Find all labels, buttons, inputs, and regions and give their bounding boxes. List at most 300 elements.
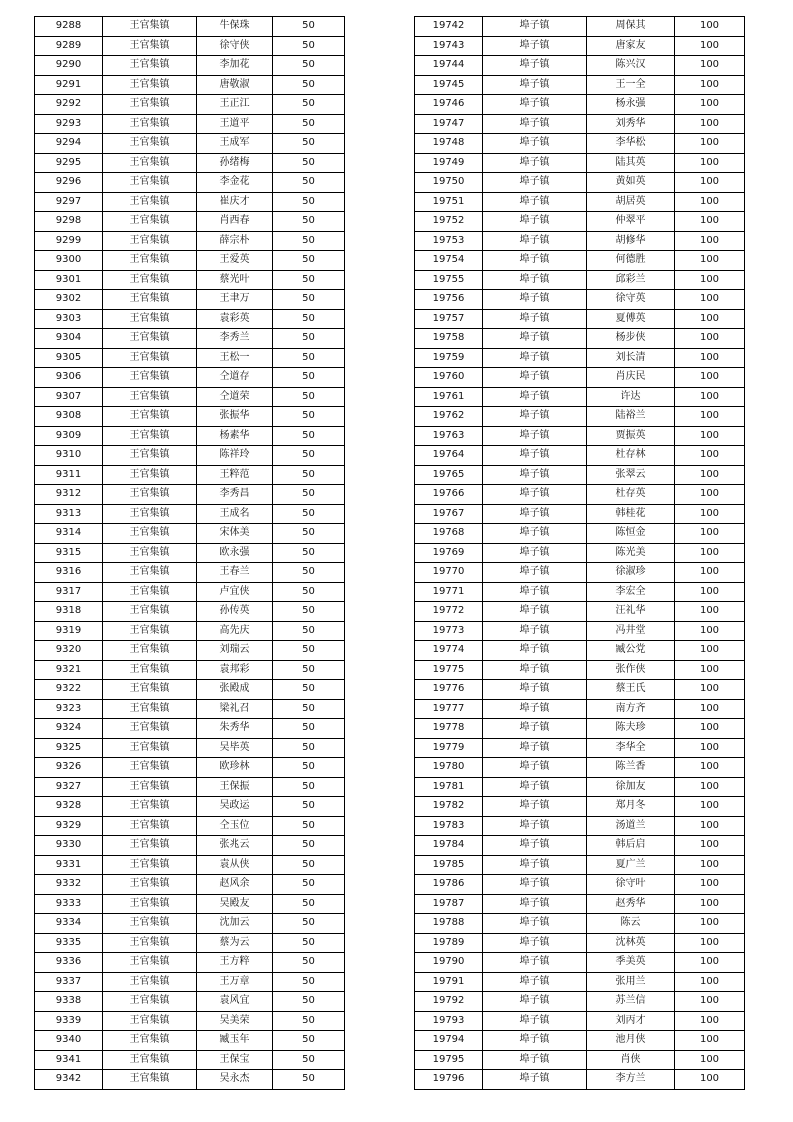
amount-cell: 100 [675, 699, 745, 719]
amount-cell: 50 [273, 153, 345, 173]
row-number-cell: 19789 [415, 933, 483, 953]
amount-cell: 50 [273, 134, 345, 154]
town-cell: 埠子镇 [483, 836, 587, 856]
person-name-cell: 陈光美 [587, 543, 675, 563]
table-row [35, 114, 345, 134]
row-number-cell: 9313 [35, 504, 103, 524]
amount-cell: 50 [273, 641, 345, 661]
right-table [414, 16, 745, 1090]
town-cell: 王官集镇 [103, 582, 197, 602]
row-number-cell: 9303 [35, 309, 103, 329]
table-row [415, 368, 745, 388]
town-cell: 王官集镇 [103, 1011, 197, 1031]
table-row [415, 329, 745, 349]
person-name-cell: 李方兰 [587, 1070, 675, 1090]
town-cell: 王官集镇 [103, 758, 197, 778]
table-row [35, 992, 345, 1012]
person-name-cell: 卢宜侠 [197, 582, 273, 602]
town-cell: 埠子镇 [483, 953, 587, 973]
row-number-cell: 19783 [415, 816, 483, 836]
person-name-cell: 臧公党 [587, 641, 675, 661]
amount-cell: 50 [273, 309, 345, 329]
amount-cell: 50 [273, 1070, 345, 1090]
person-name-cell: 袁彩英 [197, 309, 273, 329]
town-cell: 王官集镇 [103, 953, 197, 973]
row-number-cell: 9297 [35, 192, 103, 212]
amount-cell: 50 [273, 348, 345, 368]
person-name-cell: 陆其英 [587, 153, 675, 173]
table-row [35, 914, 345, 934]
town-cell: 王官集镇 [103, 1031, 197, 1051]
person-name-cell: 王松一 [197, 348, 273, 368]
person-name-cell: 徐守英 [587, 290, 675, 310]
amount-cell: 100 [675, 329, 745, 349]
amount-cell: 50 [273, 699, 345, 719]
amount-cell: 50 [273, 114, 345, 134]
person-name-cell: 薛宗朴 [197, 231, 273, 251]
amount-cell: 100 [675, 621, 745, 641]
row-number-cell: 9296 [35, 173, 103, 193]
row-number-cell: 19791 [415, 972, 483, 992]
table-row [415, 446, 745, 466]
row-number-cell: 19765 [415, 465, 483, 485]
amount-cell: 50 [273, 173, 345, 193]
row-number-cell: 19775 [415, 660, 483, 680]
row-number-cell: 19781 [415, 777, 483, 797]
left-table [34, 16, 345, 1090]
person-name-cell: 韩后启 [587, 836, 675, 856]
town-cell: 埠子镇 [483, 407, 587, 427]
row-number-cell: 19758 [415, 329, 483, 349]
row-number-cell: 19779 [415, 738, 483, 758]
amount-cell: 100 [675, 75, 745, 95]
row-number-cell: 9292 [35, 95, 103, 115]
person-name-cell: 吴殿友 [197, 894, 273, 914]
town-cell: 王官集镇 [103, 660, 197, 680]
table-row [415, 231, 745, 251]
town-cell: 王官集镇 [103, 680, 197, 700]
town-cell: 埠子镇 [483, 992, 587, 1012]
person-name-cell: 冯井堂 [587, 621, 675, 641]
row-number-cell: 9301 [35, 270, 103, 290]
table-row [35, 563, 345, 583]
table-row [35, 153, 345, 173]
table-row [35, 524, 345, 544]
town-cell: 埠子镇 [483, 641, 587, 661]
town-cell: 埠子镇 [483, 446, 587, 466]
table-row [415, 95, 745, 115]
town-cell: 王官集镇 [103, 368, 197, 388]
amount-cell: 100 [675, 816, 745, 836]
row-number-cell: 19749 [415, 153, 483, 173]
town-cell: 埠子镇 [483, 680, 587, 700]
town-cell: 王官集镇 [103, 114, 197, 134]
table-row [415, 855, 745, 875]
person-name-cell: 王粹范 [197, 465, 273, 485]
town-cell: 埠子镇 [483, 777, 587, 797]
town-cell: 王官集镇 [103, 797, 197, 817]
amount-cell: 100 [675, 894, 745, 914]
amount-cell: 100 [675, 368, 745, 388]
person-name-cell: 汪礼华 [587, 602, 675, 622]
table-row [35, 231, 345, 251]
table-row [415, 563, 745, 583]
row-number-cell: 19766 [415, 485, 483, 505]
town-cell: 王官集镇 [103, 95, 197, 115]
row-number-cell: 19750 [415, 173, 483, 193]
right-table-body [415, 17, 745, 1090]
person-name-cell: 吴毕英 [197, 738, 273, 758]
amount-cell: 50 [273, 1031, 345, 1051]
row-number-cell: 19742 [415, 17, 483, 37]
row-number-cell: 9289 [35, 36, 103, 56]
person-name-cell: 李秀昌 [197, 485, 273, 505]
town-cell: 王官集镇 [103, 309, 197, 329]
table-row [415, 1070, 745, 1090]
amount-cell: 100 [675, 543, 745, 563]
amount-cell: 50 [273, 953, 345, 973]
person-name-cell: 沈林英 [587, 933, 675, 953]
table-row [35, 875, 345, 895]
town-cell: 王官集镇 [103, 543, 197, 563]
person-name-cell: 刘秀华 [587, 114, 675, 134]
amount-cell: 100 [675, 992, 745, 1012]
person-name-cell: 陈恒金 [587, 524, 675, 544]
amount-cell: 50 [273, 231, 345, 251]
person-name-cell: 王正江 [197, 95, 273, 115]
town-cell: 埠子镇 [483, 504, 587, 524]
table-row [415, 543, 745, 563]
amount-cell: 100 [675, 953, 745, 973]
person-name-cell: 王成军 [197, 134, 273, 154]
row-number-cell: 9326 [35, 758, 103, 778]
person-name-cell: 仝道荣 [197, 387, 273, 407]
town-cell: 王官集镇 [103, 212, 197, 232]
table-row [35, 1031, 345, 1051]
amount-cell: 50 [273, 602, 345, 622]
amount-cell: 100 [675, 348, 745, 368]
row-number-cell: 19784 [415, 836, 483, 856]
town-cell: 埠子镇 [483, 602, 587, 622]
person-name-cell: 邱彩兰 [587, 270, 675, 290]
table-row [35, 446, 345, 466]
amount-cell: 50 [273, 1011, 345, 1031]
person-name-cell: 吴政运 [197, 797, 273, 817]
row-number-cell: 9322 [35, 680, 103, 700]
amount-cell: 50 [273, 894, 345, 914]
table-row [415, 777, 745, 797]
person-name-cell: 郑月冬 [587, 797, 675, 817]
row-number-cell: 9307 [35, 387, 103, 407]
table-row [415, 173, 745, 193]
table-row [35, 309, 345, 329]
table-row [415, 212, 745, 232]
amount-cell: 50 [273, 914, 345, 934]
person-name-cell: 王春兰 [197, 563, 273, 583]
table-row [35, 290, 345, 310]
row-number-cell: 9325 [35, 738, 103, 758]
town-cell: 埠子镇 [483, 348, 587, 368]
town-cell: 王官集镇 [103, 75, 197, 95]
town-cell: 王官集镇 [103, 485, 197, 505]
town-cell: 埠子镇 [483, 75, 587, 95]
person-name-cell: 沈加云 [197, 914, 273, 934]
amount-cell: 50 [273, 270, 345, 290]
town-cell: 埠子镇 [483, 1070, 587, 1090]
person-name-cell: 张振华 [197, 407, 273, 427]
person-name-cell: 蔡为云 [197, 933, 273, 953]
person-name-cell: 李华松 [587, 134, 675, 154]
town-cell: 王官集镇 [103, 933, 197, 953]
row-number-cell: 19772 [415, 602, 483, 622]
table-row [415, 972, 745, 992]
table-row [35, 348, 345, 368]
town-cell: 王官集镇 [103, 972, 197, 992]
town-cell: 埠子镇 [483, 582, 587, 602]
amount-cell: 50 [273, 95, 345, 115]
row-number-cell: 19794 [415, 1031, 483, 1051]
row-number-cell: 9336 [35, 953, 103, 973]
table-row [35, 212, 345, 232]
town-cell: 王官集镇 [103, 992, 197, 1012]
table-row [415, 465, 745, 485]
person-name-cell: 王一全 [587, 75, 675, 95]
person-name-cell: 陈云 [587, 914, 675, 934]
town-cell: 埠子镇 [483, 875, 587, 895]
row-number-cell: 19746 [415, 95, 483, 115]
row-number-cell: 19743 [415, 36, 483, 56]
row-number-cell: 19745 [415, 75, 483, 95]
amount-cell: 100 [675, 563, 745, 583]
amount-cell: 100 [675, 524, 745, 544]
person-name-cell: 袁从侠 [197, 855, 273, 875]
town-cell: 埠子镇 [483, 699, 587, 719]
row-number-cell: 9306 [35, 368, 103, 388]
amount-cell: 100 [675, 836, 745, 856]
town-cell: 王官集镇 [103, 894, 197, 914]
amount-cell: 100 [675, 173, 745, 193]
person-name-cell: 王万章 [197, 972, 273, 992]
amount-cell: 50 [273, 56, 345, 76]
town-cell: 埠子镇 [483, 797, 587, 817]
row-number-cell: 19753 [415, 231, 483, 251]
row-number-cell: 9327 [35, 777, 103, 797]
amount-cell: 100 [675, 387, 745, 407]
amount-cell: 50 [273, 1050, 345, 1070]
person-name-cell: 张作侠 [587, 660, 675, 680]
amount-cell: 100 [675, 95, 745, 115]
table-row [415, 1050, 745, 1070]
town-cell: 埠子镇 [483, 1031, 587, 1051]
person-name-cell: 王聿万 [197, 290, 273, 310]
person-name-cell: 黄如英 [587, 173, 675, 193]
row-number-cell: 9330 [35, 836, 103, 856]
table-row [35, 621, 345, 641]
town-cell: 王官集镇 [103, 621, 197, 641]
person-name-cell: 唐家友 [587, 36, 675, 56]
town-cell: 埠子镇 [483, 270, 587, 290]
row-number-cell: 9310 [35, 446, 103, 466]
row-number-cell: 9332 [35, 875, 103, 895]
person-name-cell: 夏广兰 [587, 855, 675, 875]
town-cell: 王官集镇 [103, 855, 197, 875]
table-row [415, 933, 745, 953]
row-number-cell: 9314 [35, 524, 103, 544]
town-cell: 埠子镇 [483, 56, 587, 76]
amount-cell: 50 [273, 543, 345, 563]
amount-cell: 100 [675, 1050, 745, 1070]
row-number-cell: 19782 [415, 797, 483, 817]
row-number-cell: 19795 [415, 1050, 483, 1070]
row-number-cell: 19778 [415, 719, 483, 739]
table-row [415, 348, 745, 368]
table-row [35, 56, 345, 76]
town-cell: 王官集镇 [103, 426, 197, 446]
person-name-cell: 孙传英 [197, 602, 273, 622]
table-row [415, 290, 745, 310]
table-row [35, 75, 345, 95]
row-number-cell: 9324 [35, 719, 103, 739]
row-number-cell: 19785 [415, 855, 483, 875]
person-name-cell: 孙绪梅 [197, 153, 273, 173]
row-number-cell: 19744 [415, 56, 483, 76]
table-row [415, 699, 745, 719]
amount-cell: 100 [675, 309, 745, 329]
left-table-body [35, 17, 345, 1090]
town-cell: 埠子镇 [483, 1050, 587, 1070]
town-cell: 王官集镇 [103, 777, 197, 797]
table-row [35, 641, 345, 661]
town-cell: 王官集镇 [103, 192, 197, 212]
row-number-cell: 9320 [35, 641, 103, 661]
row-number-cell: 9302 [35, 290, 103, 310]
town-cell: 埠子镇 [483, 368, 587, 388]
table-row [35, 797, 345, 817]
row-number-cell: 9294 [35, 134, 103, 154]
table-row [415, 836, 745, 856]
amount-cell: 50 [273, 660, 345, 680]
row-number-cell: 19793 [415, 1011, 483, 1031]
row-number-cell: 9318 [35, 602, 103, 622]
amount-cell: 100 [675, 972, 745, 992]
table-row [35, 933, 345, 953]
person-name-cell: 王保振 [197, 777, 273, 797]
row-number-cell: 19757 [415, 309, 483, 329]
table-row [415, 36, 745, 56]
table-row [35, 855, 345, 875]
table-row [415, 153, 745, 173]
amount-cell: 100 [675, 1011, 745, 1031]
person-name-cell: 吴永杰 [197, 1070, 273, 1090]
amount-cell: 100 [675, 56, 745, 76]
town-cell: 埠子镇 [483, 231, 587, 251]
town-cell: 埠子镇 [483, 290, 587, 310]
town-cell: 埠子镇 [483, 1011, 587, 1031]
amount-cell: 50 [273, 836, 345, 856]
town-cell: 王官集镇 [103, 504, 197, 524]
person-name-cell: 王保宝 [197, 1050, 273, 1070]
row-number-cell: 9331 [35, 855, 103, 875]
person-name-cell: 杜存林 [587, 446, 675, 466]
row-number-cell: 9311 [35, 465, 103, 485]
amount-cell: 100 [675, 1070, 745, 1090]
table-row [35, 251, 345, 271]
table-row [415, 192, 745, 212]
person-name-cell: 池月侠 [587, 1031, 675, 1051]
table-row [35, 758, 345, 778]
person-name-cell: 徐守侠 [197, 36, 273, 56]
person-name-cell: 陈祥玲 [197, 446, 273, 466]
town-cell: 王官集镇 [103, 270, 197, 290]
row-number-cell: 9312 [35, 485, 103, 505]
amount-cell: 50 [273, 797, 345, 817]
row-number-cell: 19796 [415, 1070, 483, 1090]
row-number-cell: 19769 [415, 543, 483, 563]
town-cell: 王官集镇 [103, 153, 197, 173]
row-number-cell: 9316 [35, 563, 103, 583]
person-name-cell: 季美英 [587, 953, 675, 973]
row-number-cell: 9339 [35, 1011, 103, 1031]
row-number-cell: 19747 [415, 114, 483, 134]
row-number-cell: 9290 [35, 56, 103, 76]
person-name-cell: 高先庆 [197, 621, 273, 641]
row-number-cell: 9335 [35, 933, 103, 953]
row-number-cell: 9308 [35, 407, 103, 427]
table-row [415, 641, 745, 661]
amount-cell: 50 [273, 36, 345, 56]
row-number-cell: 19752 [415, 212, 483, 232]
row-number-cell: 19756 [415, 290, 483, 310]
table-row [35, 1050, 345, 1070]
amount-cell: 100 [675, 465, 745, 485]
person-name-cell: 肖侠 [587, 1050, 675, 1070]
row-number-cell: 19764 [415, 446, 483, 466]
town-cell: 王官集镇 [103, 563, 197, 583]
person-name-cell: 欧珍林 [197, 758, 273, 778]
person-name-cell: 仲翠平 [587, 212, 675, 232]
row-number-cell: 9299 [35, 231, 103, 251]
row-number-cell: 19774 [415, 641, 483, 661]
table-row [415, 134, 745, 154]
person-name-cell: 许达 [587, 387, 675, 407]
table-row [35, 504, 345, 524]
row-number-cell: 19792 [415, 992, 483, 1012]
row-number-cell: 9305 [35, 348, 103, 368]
person-name-cell: 刘瑞云 [197, 641, 273, 661]
amount-cell: 100 [675, 114, 745, 134]
person-name-cell: 臧玉年 [197, 1031, 273, 1051]
row-number-cell: 19788 [415, 914, 483, 934]
amount-cell: 100 [675, 758, 745, 778]
town-cell: 王官集镇 [103, 1070, 197, 1090]
town-cell: 埠子镇 [483, 816, 587, 836]
person-name-cell: 崔庆才 [197, 192, 273, 212]
row-number-cell: 9293 [35, 114, 103, 134]
town-cell: 王官集镇 [103, 465, 197, 485]
amount-cell: 100 [675, 231, 745, 251]
town-cell: 王官集镇 [103, 134, 197, 154]
amount-cell: 50 [273, 972, 345, 992]
table-row [35, 36, 345, 56]
table-row [35, 738, 345, 758]
amount-cell: 50 [273, 738, 345, 758]
table-row [35, 660, 345, 680]
table-row [415, 621, 745, 641]
town-cell: 埠子镇 [483, 758, 587, 778]
amount-cell: 50 [273, 816, 345, 836]
town-cell: 埠子镇 [483, 95, 587, 115]
town-cell: 埠子镇 [483, 563, 587, 583]
